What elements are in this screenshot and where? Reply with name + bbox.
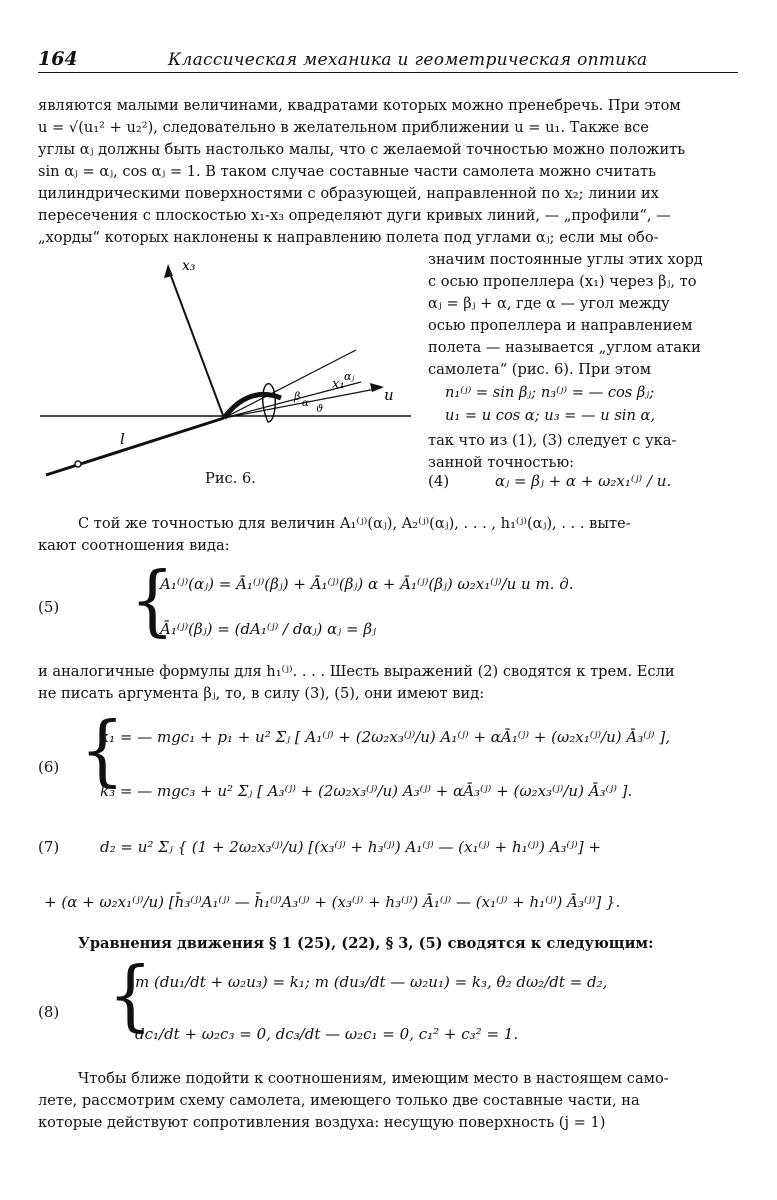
running-title: Классическая механика и геометрическая оптика: [168, 50, 648, 70]
equation-8b: dc₁/dt + ω₂c₃ = 0, dc₃/dt — ω₂c₁ = 0, c₁² + c₃² = 1.: [135, 1025, 519, 1043]
text-line: цилиндрическими поверхностями с образующей, направленной по x₂; линии их: [38, 185, 659, 202]
figure-6: [36, 250, 416, 490]
brace: {: [108, 949, 153, 1041]
text-line: „хорды“ которых наклонены к направлению полета под углами αⱼ; если мы обо-: [38, 229, 659, 246]
axis-x3: [168, 268, 224, 418]
label-beta: β: [294, 390, 301, 403]
equation-label: (8): [38, 1003, 60, 1021]
equation-8a: m (du₁/dt + ω₂u₃) = k₁; m (du₃/dt — ω₂u₁) = k₃, θ₂ dω₂/dt = d₂,: [135, 973, 608, 991]
equation-4: αⱼ = βⱼ + α + ω₂x₁⁽ʲ⁾ / u.: [495, 472, 672, 490]
figure-caption: Рис. 6.: [205, 470, 256, 487]
label-x1: x₁: [332, 377, 345, 392]
equation-label: (7): [38, 838, 60, 856]
equation-5b: Ā₁⁽ʲ⁾(βⱼ) = (dA₁⁽ʲ⁾ / dαⱼ) αⱼ = βⱼ: [160, 620, 376, 638]
equation-6b: k₃ = — mgc₃ + u² Σⱼ [ A₃⁽ʲ⁾ + (2ω₂x₃⁽ʲ⁾/u) A₃⁽ʲ⁾ + αĀ₃⁽ʲ⁾ + (ω₂x₃⁽ʲ⁾/u) Ā₃⁽ʲ⁾ ].: [100, 782, 633, 800]
label-l: l: [120, 430, 125, 448]
arrow-u: [370, 383, 384, 392]
text-line: и аналогичные формулы для h₁⁽ʲ⁾. . . . Шесть выражений (2) сводятся к трем. Если: [38, 663, 675, 680]
text-line: Уравнения движения § 1 (25), (22), § 3, (5) сводятся к следующим:: [78, 935, 654, 952]
text-line: с осью пропеллера (x₁) через βⱼ, то: [428, 273, 697, 290]
text-line: n₁⁽ʲ⁾ = sin βⱼ; n₃⁽ʲ⁾ = — cos βⱼ;: [445, 384, 655, 401]
label-x3: x₃: [182, 258, 196, 274]
label-u: u: [384, 386, 394, 404]
label-theta: ϑ: [316, 404, 324, 415]
text-line: Чтобы ближе подойти к соотношениям, имеющим место в настоящем само-: [78, 1070, 669, 1087]
equation-7b: + (α + ω₂x₁⁽ʲ⁾/u) [h̄₃⁽ʲ⁾A₁⁽ʲ⁾ — h̄₁⁽ʲ⁾A₃⁽ʲ⁾ + (x₃⁽ʲ⁾ + h₃⁽ʲ⁾) Ā₁⁽ʲ⁾ — (x₁⁽ʲ⁾ + h₁⁽ʲ⁾) Ā₃⁽ʲ⁾] }.: [44, 893, 621, 911]
label-alpha-j: αⱼ: [344, 370, 355, 383]
equation-7a: d₂ = u² Σⱼ { (1 + 2ω₂x₃⁽ʲ⁾/u) [(x₃⁽ʲ⁾ + h₃⁽ʲ⁾) A₁⁽ʲ⁾ — (x₁⁽ʲ⁾ + h₁⁽ʲ⁾) A₃⁽ʲ⁾] +: [100, 838, 601, 856]
text-line: С той же точностью для величин A₁⁽ʲ⁾(αⱼ), A₂⁽ʲ⁾(αⱼ), . . . , h₁⁽ʲ⁾(αⱼ), . . . выте-: [78, 515, 631, 532]
text-line: sin αⱼ = αⱼ, cos αⱼ = 1. В таком случае составные части самолета можно считать: [38, 163, 657, 180]
arrow-x3: [164, 264, 173, 278]
text-line: не писать аргумента βⱼ, то, в силу (3), (5), они имеют вид:: [38, 685, 485, 702]
fuselage-line: [46, 418, 224, 475]
fuselage-point: [75, 461, 81, 467]
text-line: осью пропеллера и направлением: [428, 317, 693, 334]
text-line: самолета“ (рис. 6). При этом: [428, 361, 652, 378]
text-line: кают соотношения вида:: [38, 537, 230, 554]
text-line: занной точностью:: [428, 454, 575, 471]
text-line: являются малыми величинами, квадратами которых можно пренебречь. При этом: [38, 97, 681, 114]
text-line: u = √(u₁² + u₂²), следовательно в желательном приближении u = u₁. Также все: [38, 119, 649, 136]
equation-5a: A₁⁽ʲ⁾(αⱼ) = Ā₁⁽ʲ⁾(βⱼ) + Ā₁⁽ʲ⁾(βⱼ) α + Ā₁⁽ʲ⁾(βⱼ) ω₂x₁⁽ʲ⁾/u и т. д.: [160, 575, 574, 593]
page-number: 164: [38, 48, 78, 70]
brace: {: [130, 554, 175, 646]
text-line: значим постоянные углы этих хорд: [428, 251, 703, 268]
text-line: u₁ = u cos α; u₃ = — u sin α,: [445, 407, 656, 424]
page-header: [38, 44, 738, 73]
equation-label: (4): [428, 472, 450, 490]
equation-label: (5): [38, 598, 60, 616]
brace: {: [80, 704, 125, 796]
equation-label: (6): [38, 758, 60, 776]
text-line: лете, рассмотрим схему самолета, имеющего только две составные части, на: [38, 1092, 640, 1109]
text-line: пересечения с плоскостью x₁-x₃ определяют дуги кривых линий, — „профили“, —: [38, 207, 671, 224]
label-alpha: α: [302, 398, 309, 409]
equation-6a: k₁ = — mgc₁ + p₁ + u² Σⱼ [ A₁⁽ʲ⁾ + (2ω₂x₃⁽ʲ⁾/u) A₁⁽ʲ⁾ + αĀ₁⁽ʲ⁾ + (ω₂x₁⁽ʲ⁾/u) Ā₃⁽ʲ⁾ ],: [100, 728, 670, 746]
text-line: которые действуют сопротивления воздуха: несущую поверхность (j = 1): [38, 1114, 606, 1131]
text-line: полета — называется „углом атаки: [428, 339, 701, 356]
text-line: так что из (1), (3) следует с ука-: [428, 432, 677, 449]
text-line: αⱼ = βⱼ + α, где α — угол между: [428, 295, 670, 312]
wing-profile: [224, 394, 281, 418]
text-line: углы αⱼ должны быть настолько малы, что с желаемой точностью можно положить: [38, 141, 686, 158]
